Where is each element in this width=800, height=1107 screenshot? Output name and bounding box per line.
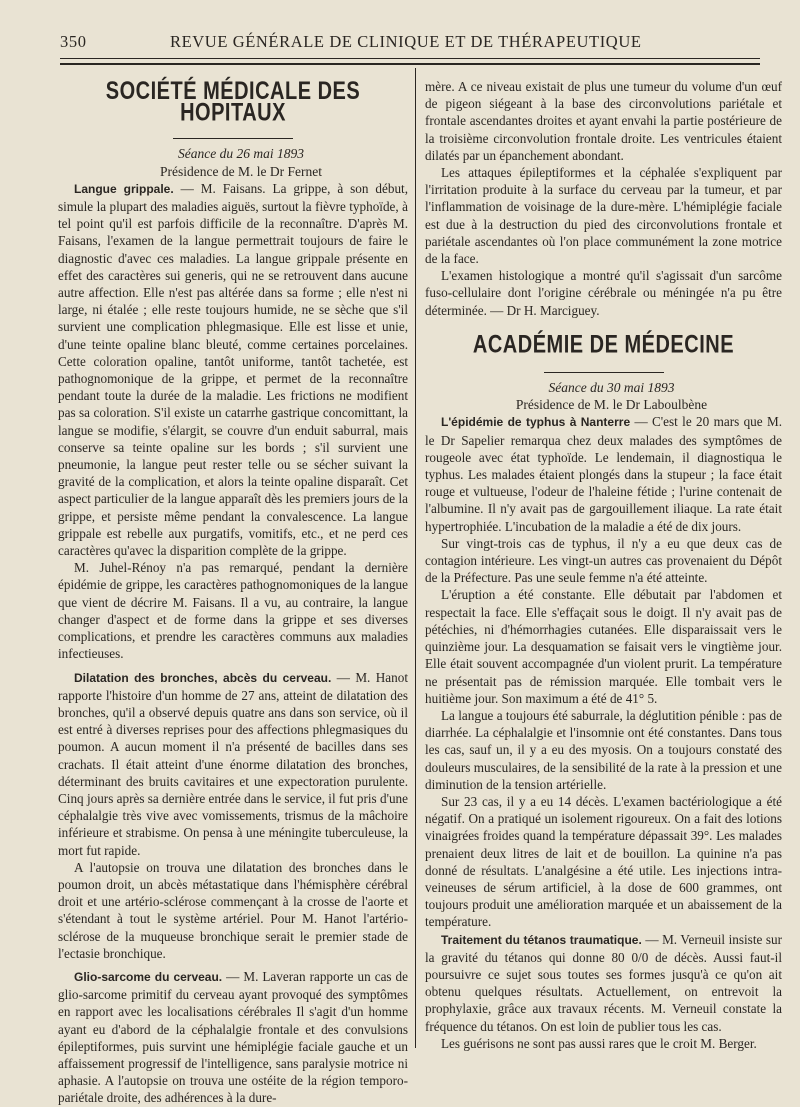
paragraph: mère. A ce niveau existait de plus une tumeur du volume d'un œuf de pigeon siégeant à la base des circonvolutions pariétale et frontale ascendantes droites et ayant envahi la partie postérieure de la troisième circonvolution frontale droite. Les ventricules étaient dilatés par un épanchement abondant.	[425, 79, 782, 163]
running-header	[60, 30, 760, 54]
left-column	[58, 68, 408, 1107]
paragraph: Les attaques épileptiformes et la céphalée s'expliquent par l'irritation produite à la surface du cerveau par la tumeur, et par l'inflammation de voisinage de la dure-mère. L'hémiplégie faciale est due à la destruction du pied des circonvolutions frontale et pariétale ascendantes où l'on place communément la zone motrice de la face.	[425, 165, 782, 267]
section-underline	[544, 372, 664, 373]
right-column	[425, 78, 782, 1052]
section-title-academie: ACADÉMIE DE MÉDECINE	[472, 330, 735, 359]
paragraph: Sur vingt-trois cas de typhus, il n'y a eu que deux cas de contagion intérieure. Les vingt-un autres cas provenaient du Dépôt de la Préfecture. Pas une seule femme n'a été atteinte.	[425, 535, 782, 586]
paragraph: Glio-sarcome du cerveau. — M. Laveran rapporte un cas de glio-sarcome primitif du cerveau ayant provoqué des symptômes en rapport avec les localisations cérébrales Il s'agit d'un homme ayant eu d'abord de la céphalalgie frontale et des convulsions épileptiformes, puis survint une hémiplégie faciale gauche et un affaissement progressif de l'intelligence, sans paralysie motrice ni aphasie. A l'autopsie on trouva une ostéite de la région temporo-pariétale droite, des adhérences à la dure-	[58, 968, 409, 1106]
paragraph: Dilatation des bronches, abcès du cerveau. — M. Hanot rapporte l'histoire d'un homme de 27 ans, atteint de dilatation des bronches, qu'il a observé depuis quatre ans dans son service, où il est entré à diverses reprises pour des affections phlegmasiques du poumon. A aucun moment il n'a présenté de bacilles dans ses crachats. Il était atteint d'une énorme dilatation des bronches, déterminant des bruits cavitaires et une expectoration purulente. Cinq jours après sa dernière entrée dans le service, il fut pris d'une céphalalgie très vive avec vomissements, trismus de la mâchoire inférieure et strabisme. On pensa à une méningite tuberculeuse, la mort fut rapide.	[58, 669, 408, 858]
paragraph: M. Juhel-Rénoy n'a pas remarqué, pendant la dernière épidémie de grippe, les caractères pathognomoniques de la langue que vient de décrire M. Faisans. Il a vu, au contraire, la langue changer d'aspect et de forme dans la grippe et ses diverses complications, et prendre les caractères communs aux maladies infectieuses.	[58, 560, 408, 662]
paragraph: L'éruption a été constante. Elle débutait par l'abdomen et respectait la face. Elle s'effaçait sous le doigt. Il n'y avait pas de pétéchies, ni d'hémorrhagies cutanées. Elle disparaissait vers le quinzième jour. La desquamation se faisait vers le vingtième jour. Elle était souvent accompagnée d'un violent prurit. La température ne présentait pas de rémission marquée. Elle tombait vers le huitième jour. Son maximum a été de 41° 5.	[425, 587, 782, 706]
section-underline	[173, 138, 293, 139]
section-title-societe: SOCIÉTÉ MÉDICALE DES HOPITAUX	[105, 77, 361, 127]
paragraph: L'examen histologique a montré qu'il s'agissait d'un sarcôme fuso-cellulaire dont l'origine cérébrale ou méningée n'a pu être déterminée. — Dr H. Marciguey.	[425, 268, 782, 318]
seance-date: Séance du 26 mai 1893	[178, 146, 304, 162]
article-lead: L'épidémie de typhus à Nanterre	[441, 415, 631, 430]
article-lead: Traitement du tétanos traumatique.	[441, 932, 642, 947]
paragraph: Traitement du tétanos traumatique. — M. Verneuil insiste sur la gravité du tétanos qui donne 80 0/0 de décès. Aussi faut-il poursuivre ce sujet sous toutes ses formes jusqu'à ce qu'on ait obtenu quelques résultats. Actuellement, on entrevoit la prophylaxie, grâce aux travaux récents. M. Verneuil constate la fréquence du tétanos. On est loin de publier tous les cas.	[425, 931, 782, 1034]
seance-date: Séance du 30 mai 1893	[548, 380, 675, 396]
page-number: 350	[60, 32, 87, 51]
paragraph: Les guérisons ne sont pas aussi rares que le croit M. Berger.	[441, 1035, 757, 1051]
presidence: Présidence de M. le Dr Fernet	[160, 163, 322, 179]
header-rule	[60, 58, 760, 59]
paragraph: Langue grippale. — M. Faisans. La grippe, à son début, simule la plupart des maladies aiguës, surtout la fièvre typhoïde, à tel point qu'il est parfois difficile de la reconnaître. D'après M. Faisans, l'examen de la langue permettrait toujours de faire le diagnostic d'avec ces maladies. La langue grippale présente en effet des caractères sui generis, qui ne se retrouvent dans aucune autre affection. Elle n'est pas altérée dans sa forme ; elle n'est ni large, ni étalée ; elle reste toujours humide, ne se sèche que s'il survient une complication phlegmasique. Elle est lisse et unie, d'une teinte opaline blanc bleuté, comme certaines porcelaines. Cette coloration opaline, tantôt uniforme, tantôt tachetée, est pathognomonique de la grippe, et permet de la reconnaître pendant toute la durée de la maladie. Les frictions ne modifient pas sa coloration. S'il existe un catarrhe gastrique concomittant, la langue se modifie, s'élargit, se couvre d'un enduit saburral, mais conserve sa teinte opaline sur les bords ; s'il survient une pneumonie, la langue peut rester telle ou se sécher suivant la gravité de la complication, et alors la teinte opaline disparaît. Cet aspect particulier de la langue apparaît dès les premiers jours de la grippe, et persiste même pendant la convalescence. La langue grippale est rebelle aux purgatifs, vomitifs, etc., et ne perd ces caractères qu'avec la disparition complète de la grippe.	[58, 180, 409, 559]
article-lead: Glio-sarcome du cerveau.	[74, 969, 223, 984]
article-lead: Langue grippale.	[74, 181, 174, 196]
column-divider	[415, 68, 416, 1048]
journal-title: REVUE GÉNÉRALE DE CLINIQUE ET DE THÉRAPEUTIQUE	[170, 32, 642, 51]
paragraph: A l'autopsie on trouva une dilatation des bronches dans le poumon droit, un abcès métastatique dans l'hémisphère cérébral droit et une artério-sclérose commençant à la crosse de l'aorte et s'étendant à tout le système artériel. Pour M. Hanot l'artério-sclérose de la muqueuse bronchique serait le premier stade de l'ectasie bronchique.	[58, 859, 408, 961]
article-lead: Dilatation des bronches, abcès du cerveau.	[74, 670, 332, 685]
paragraph: L'épidémie de typhus à Nanterre — C'est le 20 mars que M. le Dr Sapelier remarqua chez deux malades des symptômes de rougeole avec état typhoïde. Le lendemain, il diagnostiqua le typhus. Les malades étaient plongés dans la stupeur ; la face était rouge et vultueuse, l'odeur de l'haleine fétide ; l'urine contenait de l'albumine. Il n'y avait pas de gargouillement iliaque. La rate était hypertrophiée. L'incubation de la maladie a été de dix jours.	[425, 414, 782, 534]
paragraph: La langue a toujours été saburrale, la déglutition pénible : pas de diarrhée. La céphalalgie et l'insomnie ont été constantes. Dans tous les cas, sauf un, il y a eu des myosis. On a toujours constaté des douleurs musculaires, de la sensibilité de la rate à la pression et une diminution de la tension artérielle.	[425, 707, 782, 792]
header-rule-thick	[60, 63, 760, 65]
presidence: Présidence de M. le Dr Laboulbène	[515, 397, 708, 413]
paragraph: Sur 23 cas, il y a eu 14 décès. L'examen bactériologique a été négatif. On a pratiqué un isolement rigoureux. On a fait des lotions vinaigrées froides quand la température dépassait 39°. Les malades prenaient deux litres de lait et de bouillon. La quinine n'a pas donné de résultats. L'analgésine a été utile. Les injections intra-veineuses de sérum artificiel, à la dose de 600 grammes, ont toujours produit une amélioration marquée et un abaissement de la température.	[425, 793, 782, 930]
